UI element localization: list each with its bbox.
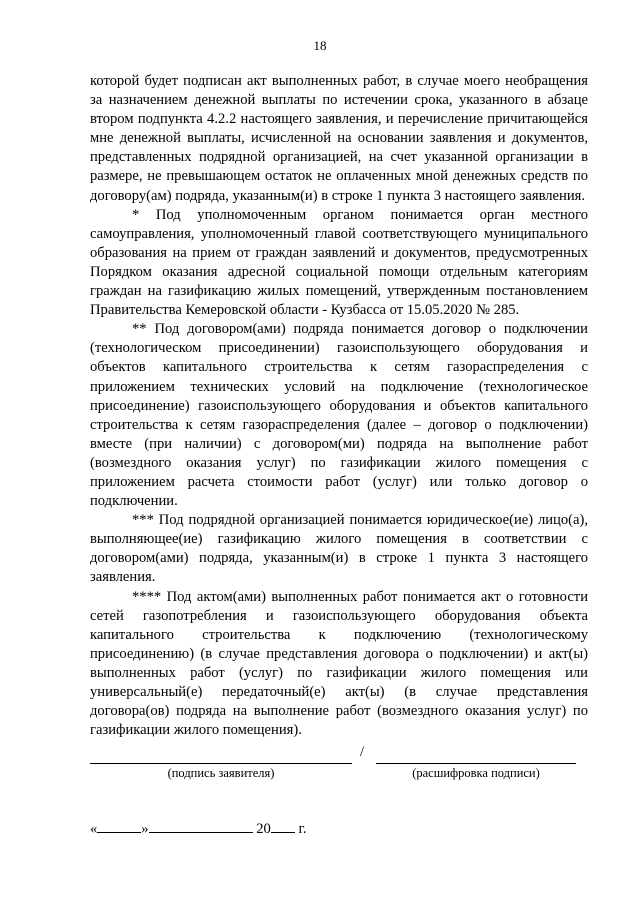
date-open-quote: «: [90, 821, 98, 837]
date-line: [90, 818, 307, 838]
footnote-contractor: *** Под подрядной организацией понимается юридическое(ие) лицо(а), выполняющее(ие) газификацию жилого помещения в соответствии с договором(ами) подряда, указанным(и) в строке 1 пункта 3 настоящего заявления.: [90, 512, 588, 586]
year-prefix: 20: [256, 821, 271, 837]
year-blank: [271, 818, 295, 833]
footnote-authorized-body: * Под уполномоченным органом понимается орган местного самоуправления, уполномоченный главой соответствующего муниципального образования на прием от граждан заявлений и документов, предусмотренных Порядком оказания адресной социальной помощи отдельным категориям граждан на газификацию жилых помещений, утвержденным постановлением Правительства Кемеровской области - Кузбасса от 15.05.2020 № 285.: [90, 206, 588, 319]
signature-separator: /: [360, 744, 365, 760]
paragraph-continuation: которой будет подписан акт выполненных работ, в случае моего необращения за назначением денежной выплаты по истечении срока, указанного в абзаце втором подпункта 4.2.2 настоящего заявления, и перечисление причитающейся мне денежной выплаты, исчисленной на основании заявления и документов, представленных подрядной организацией, на счет указанной организации в размере, не превышающем остаток не оплаченных мной денежных средств по договору(ам) подряда, указанным(и) в строке 1 пункта 3 настоящего заявления.: [90, 73, 588, 204]
year-suffix: г.: [298, 821, 307, 837]
document-body: [90, 72, 588, 740]
signature-decoding-caption: (расшифровка подписи): [412, 766, 540, 780]
day-blank: [97, 818, 141, 833]
date-close-quote: »: [141, 821, 149, 837]
signature-decoding-line: [376, 763, 576, 764]
page-number: 18: [313, 38, 327, 53]
applicant-signature-line: [90, 763, 352, 764]
applicant-signature-caption: (подпись заявителя): [167, 766, 275, 780]
footnote-acts: **** Под актом(ами) выполненных работ понимается акт о готовности сетей газопотребления и газоиспользующего оборудования объекта капитального строительства к подключению (технологическому присоединению) (в случае представления договора о подключении) и акт(ы) выполненных работ (услуг) по газификации жилого помещения или универсальный(е) передаточный(е) акт(ы) (в случае представления договора(ов) подряда на выполнение работ (возмездного оказания услуг) по газификации жилого помещения).: [90, 588, 588, 739]
month-blank: [149, 818, 253, 833]
footnote-contract: ** Под договором(ами) подряда понимается договор о подключении (технологическом присоединении) газоиспользующего оборудования и объектов капитального строительства к сетям газораспределения с приложением технических условий на подключение (технологическое присоединение) газоиспользующего оборудования и объектов капитального строительства к сетям газораспределения (далее – договор о подключении) вместе (при наличии) с договором(ми) подряда на выполнение работ (возмездного оказания услуг) по газификации жилого помещения с приложением расчета стоимости работ (услуг) или только договор о подключении.: [90, 321, 588, 510]
